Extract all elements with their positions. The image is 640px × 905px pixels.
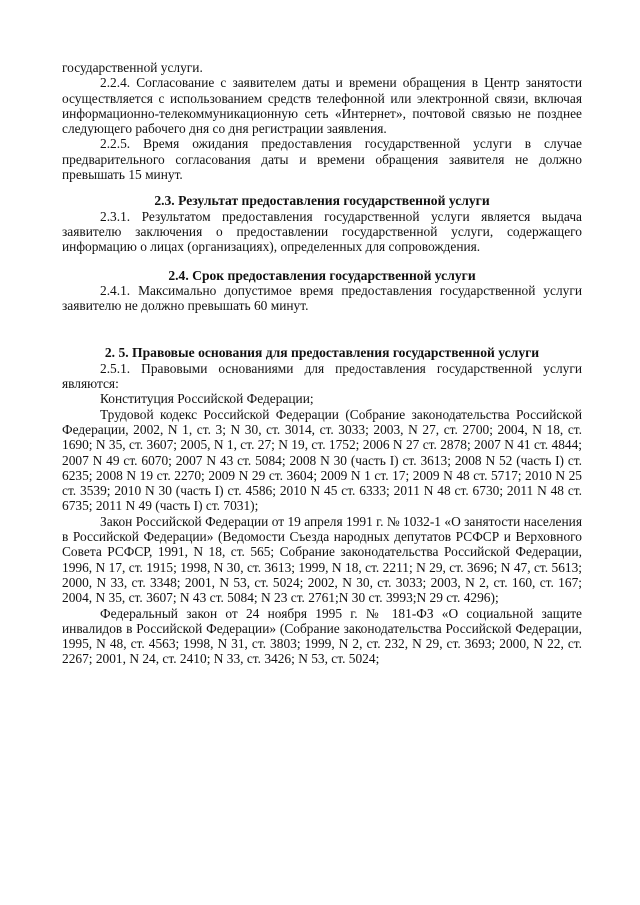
paragraph-2-4-1: 2.4.1. Максимально допустимое время предоставления государственной услуги заявителю не должно превышать 60 минут. bbox=[62, 282, 582, 314]
paragraph-labor-code: Трудовой кодекс Российской Федерации (Собрание законодательства Российской Федерации, 2002, N 1, ст. 3; N 30, ст. 3014, ст. 3033; 2003, N 27, ст. 2700; 2004, N 18, ст. 1690; N 35, ст. 3607; 2005, N 1, ст. 27; N 19, ст. 1752; 2006 N 27 ст. 2878; 2007 N 41 ст. 4844; 2007 N 49 ст. 6070; 2007 N 43 ст. 5084; 2008 N 30 (часть I) ст. 3613; 2008 N 52 (часть I) ст. 6235; 2008 N 19 ст. 2270; 2009 N 29 ст. 3604; 2009 N 1 ст. 17; 2009 N 48 ст. 5717; 2010 N 25 ст. 3539; 2010 N 30 (часть I) ст. 4586; 2010 N 45 ст. 6333; 2011 N 48 ст. 6730; 2011 N 48 ст. 6735; 2011 N 49 (часть I) ст. 7031); bbox=[62, 406, 582, 514]
paragraph-federal-law-181: Федеральный закон от 24 ноября 1995 г. № 181-ФЗ «О социальной защите инвалидов в Российской Федерации» (Собрание законодательства Российской Федерации, 1995, N 48, ст. 4563; 1998, N 31, ст. 3803; 1999, N 2, ст. 232, N 29, ст. 3693; 2000, N 22, ст. 2267; 2001, N 24, ст. 2410; N 33, ст. 3426; N 53, ст. 5024; bbox=[62, 605, 582, 667]
paragraph-continuation: государственной услуги. bbox=[62, 60, 203, 75]
paragraph-2-3-1: 2.3.1. Результатом предоставления государственной услуги является выдача заявителю заключения о предоставлении государственной услуги, содержащего информацию о лицах (организациях), определенных для сопровождения. bbox=[62, 208, 582, 255]
paragraph-constitution: Конституция Российской Федерации; bbox=[100, 391, 314, 407]
paragraph-employment-law: Закон Российской Федерации от 19 апреля 1991 г. № 1032-1 «О занятости населения в Российской Федерации» (Ведомости Съезда народных депутатов РСФСР и Верховного Совета РСФСР, 1991, N 18, ст. 565; Собрание законодательства Российской Федерации, 1996, N 17, ст. 1915; 1998, N 30, ст. 3613; 1999, N 18, ст. 2211; N 29, ст. 3696; N 47, ст. 5613; 2000, N 33, ст. 3348; 2001, N 53, ст. 5024; 2002, N 30, ст. 3033; 2003, N 2, ст. 160, ст. 167; 2004, N 35, ст. 3607; N 43 ст. 5084; N 23 ст. 2761;N 30 ст. 3993;N 29 ст. 4296); bbox=[62, 513, 582, 606]
paragraph-2-2-4: 2.2.4. Согласование с заявителем даты и времени обращения в Центр занятости осуществляется с использованием средств телефонной или электронной связи, включая информационно-телекоммуникационную сеть «Интернет», почтовой связью не позднее следующего рабочего дня со дня регистрации заявления. bbox=[62, 75, 582, 137]
paragraph-2-2-5: 2.2.5. Время ожидания предоставления государственной услуги в случае предварительного согласования даты и времени обращения заявителя не должно превышать 15 минут. bbox=[62, 136, 582, 183]
paragraph-2-5-1: 2.5.1. Правовыми основаниями для предоставления государственной услуги являются: bbox=[62, 360, 582, 392]
heading-2-5: 2. 5. Правовые основания для предоставления государственной услуги bbox=[104, 345, 540, 361]
heading-2-3: 2.3. Результат предоставления государственной услуги bbox=[154, 193, 490, 209]
heading-2-4: 2.4. Срок предоставления государственной услуги bbox=[168, 267, 476, 283]
document-page bbox=[62, 60, 582, 667]
